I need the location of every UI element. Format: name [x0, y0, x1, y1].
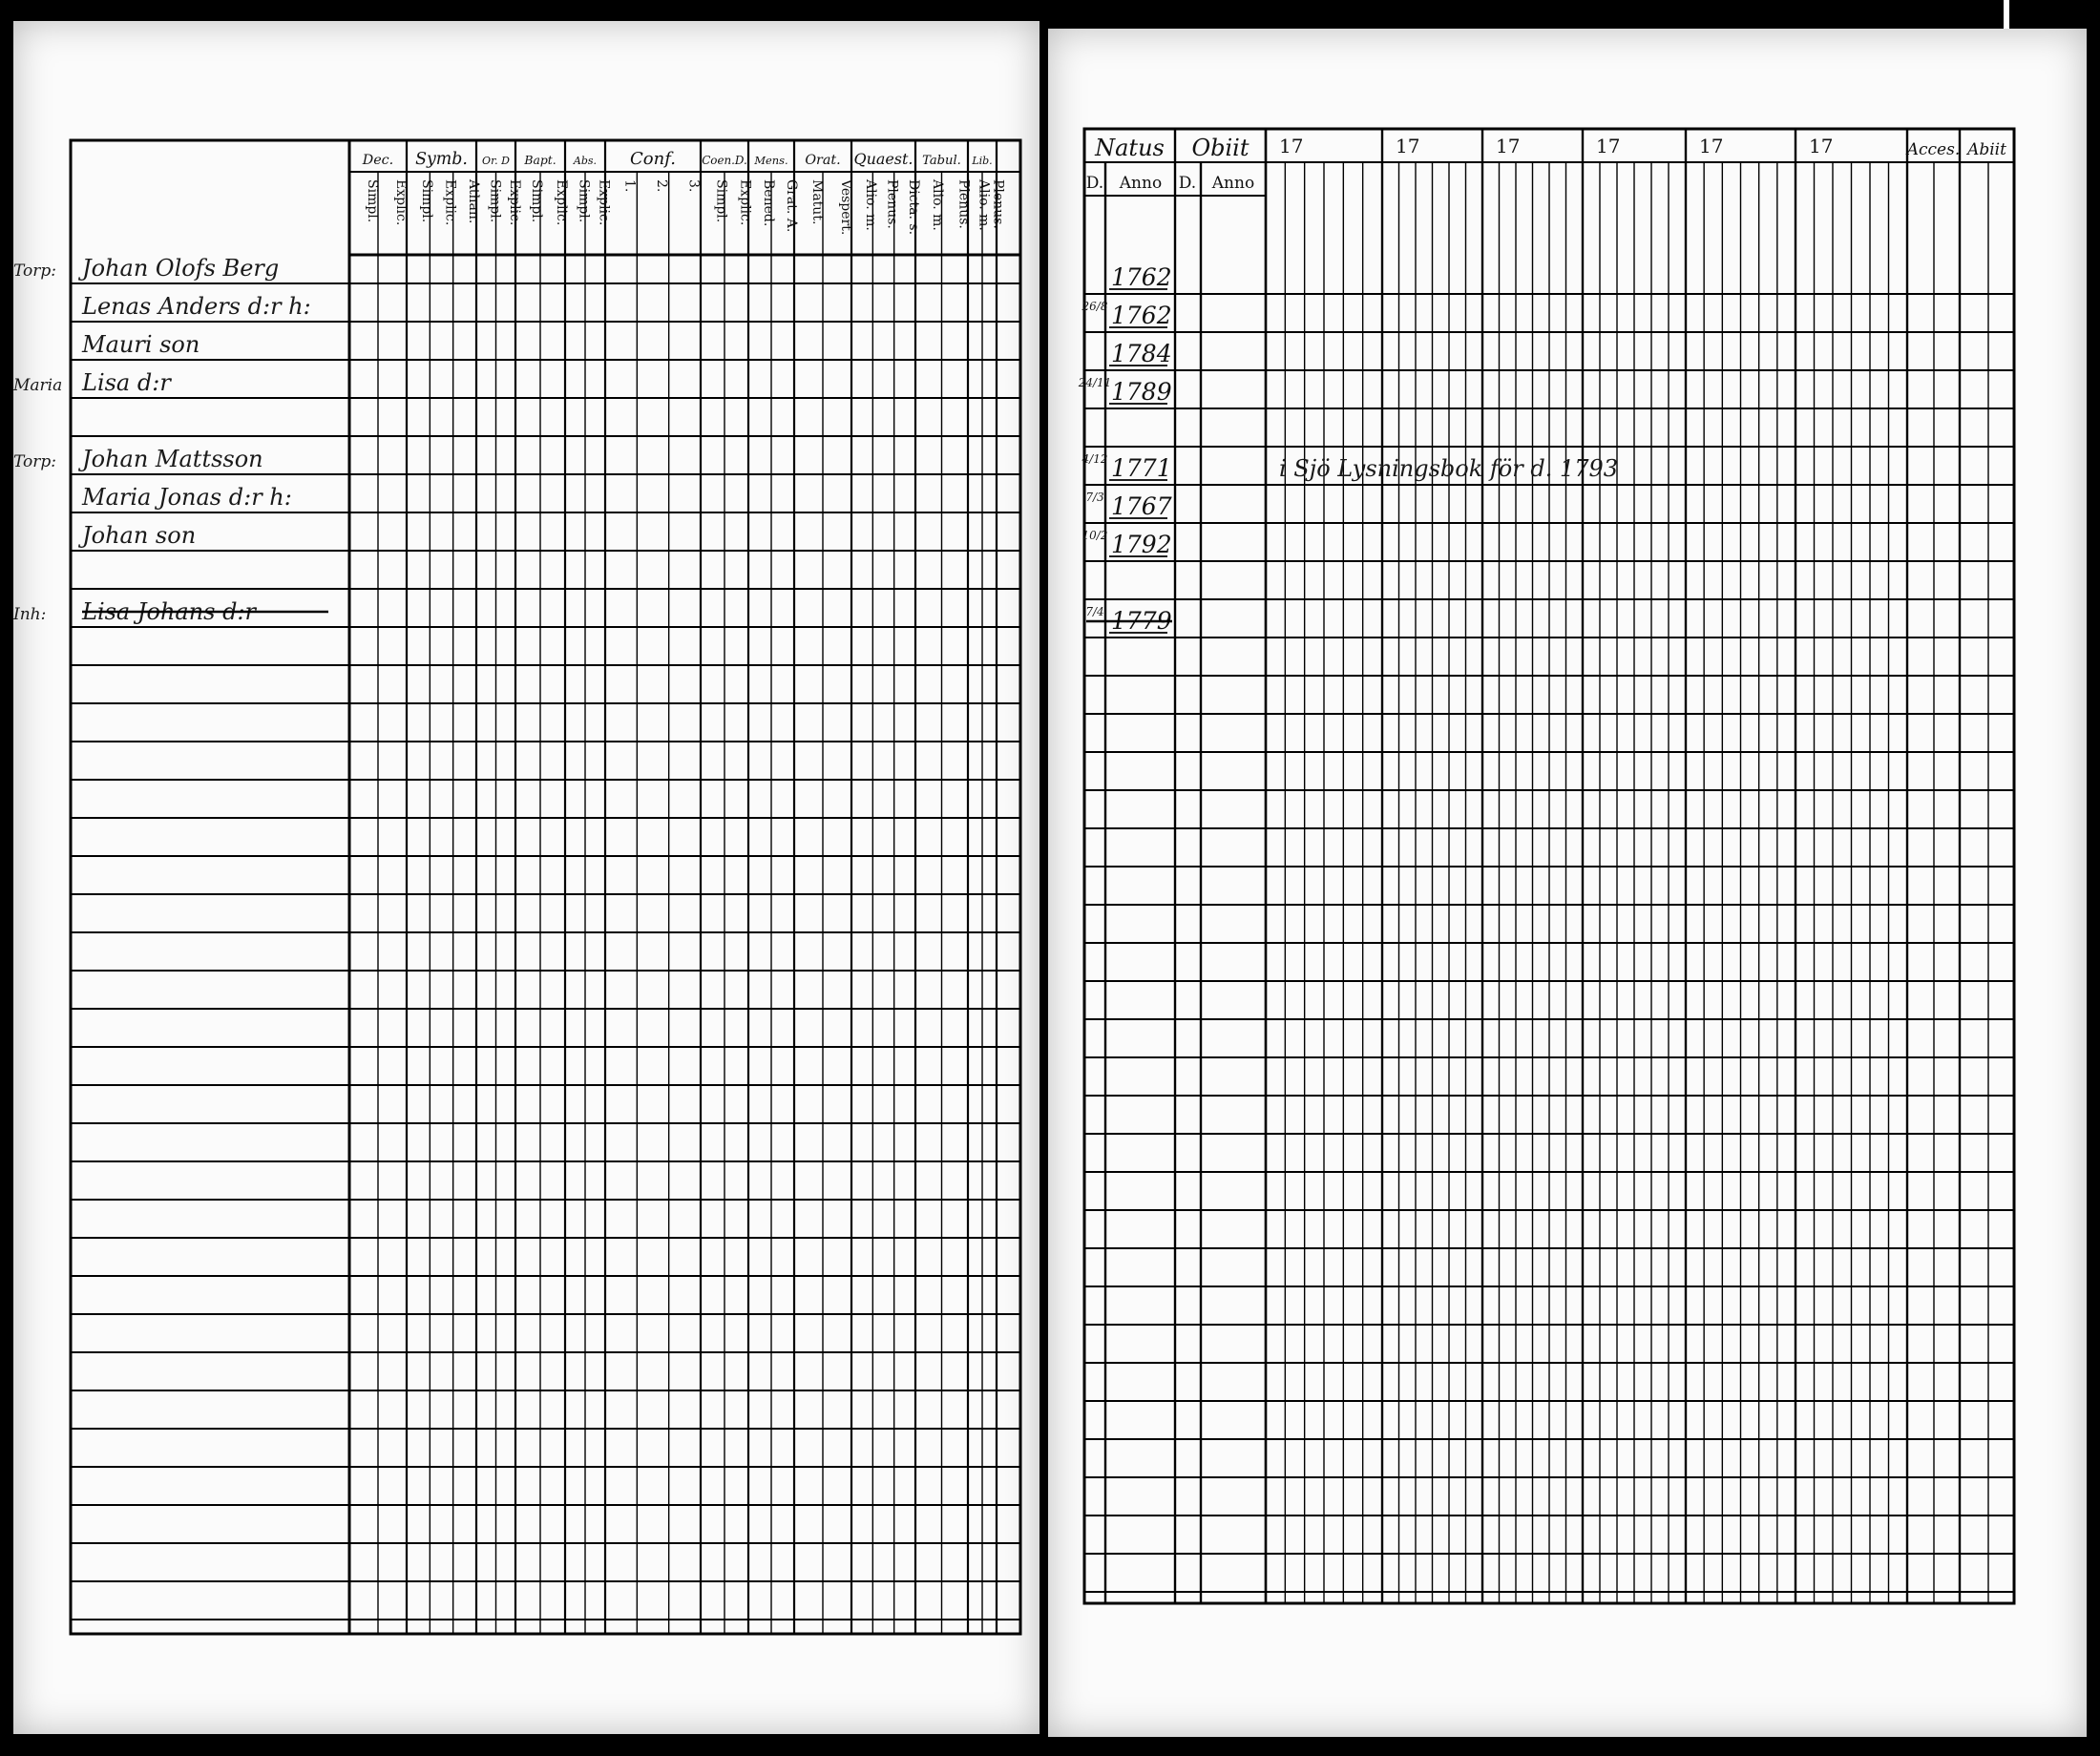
birth-day: 4/12	[1082, 452, 1108, 466]
column-header-11: Lib.	[972, 155, 993, 167]
sub-header-label: Dicta. s.	[905, 179, 921, 236]
sub-header-label: Explic.	[554, 179, 569, 226]
left-register-page	[13, 21, 1040, 1734]
entry-prefix: Maria	[13, 376, 63, 395]
abiit-header: Abiit	[1967, 140, 2006, 159]
entry-prefix: Torp:	[13, 452, 56, 471]
entry-prefix: Torp:	[13, 261, 56, 281]
column-header-4: Abs.	[573, 155, 598, 167]
column-header-3: Bapt.	[524, 154, 556, 167]
obiit-year-label: Anno	[1211, 174, 1255, 193]
book-gutter	[1040, 0, 1048, 1756]
sub-header-label: Simpl.	[529, 179, 544, 223]
entry-name: Maria Jonas d:r h:	[82, 484, 292, 511]
birth-year: 1771	[1111, 454, 1172, 482]
right-register-page	[1048, 29, 2087, 1737]
birth-year: 1767	[1111, 492, 1172, 520]
birth-year: 1779	[1111, 607, 1172, 635]
obiit-header: Obiit	[1191, 135, 1250, 161]
sub-header-label: Explic.	[737, 179, 753, 226]
sub-header-label: Explic.	[393, 179, 409, 226]
left-register-grid	[13, 21, 1040, 1734]
sub-header-label: Simpl.	[419, 179, 435, 223]
column-header-9: Quaest.	[853, 150, 914, 168]
column-header-0: Dec.	[362, 153, 394, 168]
natus-header: Natus	[1095, 135, 1165, 161]
entry-name: Johan Mattsson	[82, 446, 263, 472]
entry-prefix: Inh:	[13, 605, 47, 624]
entry-name: Lisa Johans d:r	[82, 598, 257, 625]
sub-header-label: Bened.	[761, 179, 776, 227]
entry-name: Johan son	[82, 522, 197, 549]
sub-header-label: Matut.	[809, 179, 825, 225]
sub-header-label: Explic.	[442, 179, 458, 226]
sub-header-label: Plenus.	[884, 179, 900, 229]
year-group-header: 17	[1809, 135, 1834, 157]
year-group-header: 17	[1596, 135, 1621, 157]
birth-year: 1789	[1111, 378, 1172, 406]
sub-header-label: Explic.	[596, 179, 612, 226]
moving-note: i Sjö Lysningsbok för d. 1793	[1279, 455, 1619, 482]
sub-header-label: 3.	[685, 179, 702, 193]
birth-year: 1784	[1111, 340, 1172, 367]
sub-header-label: 1.	[621, 179, 638, 193]
natus-year-label: Anno	[1119, 174, 1163, 193]
sub-header-label: Alio. m.	[976, 179, 992, 231]
right-register-grid	[1048, 29, 2087, 1737]
entry-name: Johan Olofs Berg	[82, 255, 280, 282]
sub-header-label: Simpl.	[365, 179, 380, 223]
birth-year: 1762	[1111, 263, 1172, 291]
column-header-7: Mens.	[754, 154, 788, 167]
birth-year: 1762	[1111, 302, 1172, 329]
birth-day: 7/4	[1085, 605, 1104, 618]
sub-header-label: Plenus.	[990, 179, 1006, 229]
entry-name: Mauri son	[82, 331, 200, 358]
birth-day: 24/11	[1078, 376, 1112, 389]
column-header-5: Conf.	[630, 149, 676, 169]
entry-name: Lisa d:r	[82, 369, 171, 396]
sub-header-label: Athan.	[465, 179, 481, 224]
sub-header-label: Alio. m.	[929, 179, 945, 231]
birth-day: 10/2	[1082, 529, 1108, 542]
sub-header-label: Explic.	[506, 179, 522, 226]
column-header-10: Tabul.	[922, 154, 961, 168]
column-header-6: Coen.D.	[702, 154, 747, 167]
obiit-day-label: D.	[1178, 174, 1197, 193]
sub-header-label: Plenus.	[956, 179, 972, 229]
sub-header-label: Vespert.	[838, 179, 853, 236]
sub-header-label: Alio. m.	[863, 179, 879, 231]
left-frame	[71, 140, 1020, 1634]
entry-name: Lenas Anders d:r h:	[82, 293, 311, 320]
birth-day: 26/8	[1082, 300, 1108, 313]
sub-header-label: Simpl.	[487, 179, 503, 223]
year-group-header: 17	[1279, 135, 1304, 157]
column-header-2: Or. D	[482, 155, 510, 167]
year-group-header: 17	[1699, 135, 1724, 157]
natus-day-label: D.	[1085, 174, 1104, 193]
sub-header-label: Simpl.	[576, 179, 592, 223]
column-header-1: Symb.	[415, 150, 468, 169]
year-group-header: 17	[1396, 135, 1420, 157]
birth-year: 1792	[1111, 531, 1172, 558]
column-header-8: Orat.	[805, 153, 841, 168]
sub-header-label: Simpl.	[713, 179, 729, 223]
accessit-header: Acces.	[1906, 140, 1961, 159]
sub-header-label: 2.	[654, 179, 669, 193]
birth-day: 7/3	[1085, 491, 1104, 504]
year-group-header: 17	[1496, 135, 1521, 157]
sub-header-label: Grat. A.	[784, 179, 799, 233]
